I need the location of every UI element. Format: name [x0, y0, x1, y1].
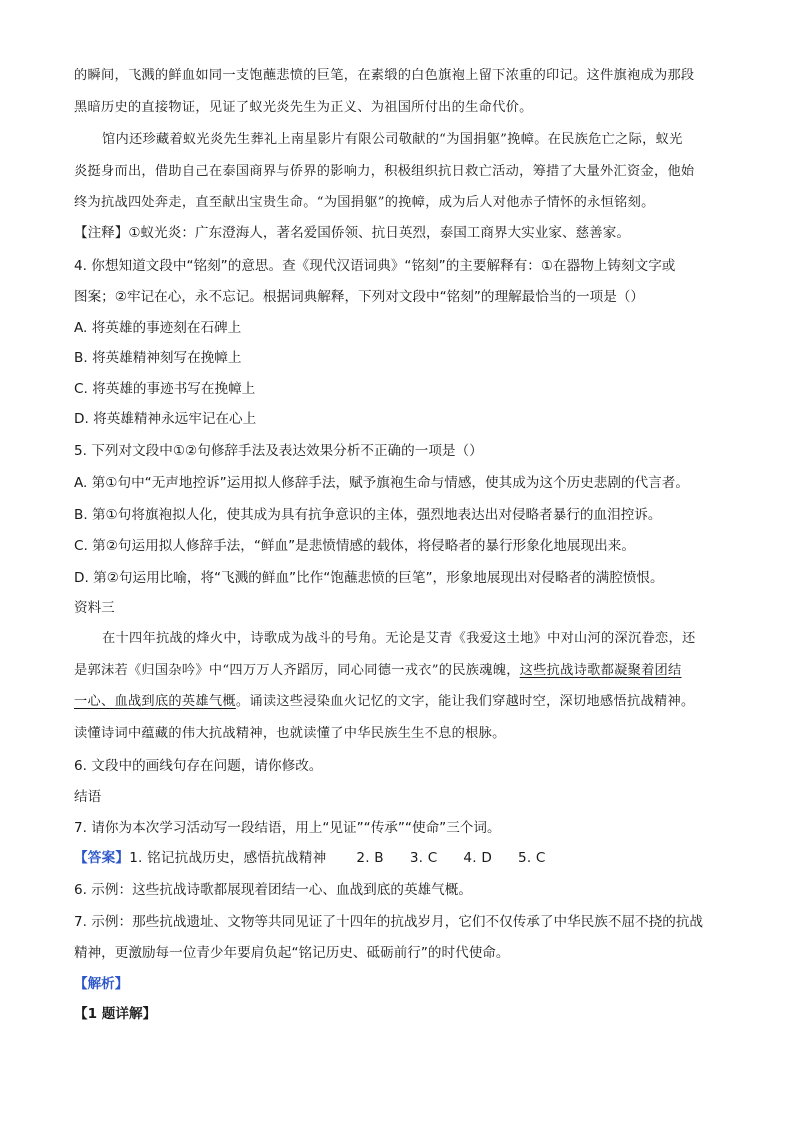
underlined-sentence: 一心、血战到底的英雄气概: [74, 694, 236, 709]
note-tag: 【注释】: [74, 225, 129, 241]
answer-7: 精神，更激励每一位青少年要肩负起“铭记历史、砥砺前行”的时代使命。: [74, 945, 510, 961]
answer-2: 2. B: [356, 850, 384, 866]
answer-tag: 【答案】: [74, 850, 130, 866]
passage-line: 在十四年抗战的烽火中，诗歌成为战斗的号角。无论是艾青《我爱这土地》中对山河的深沉眷恋，还: [102, 631, 696, 646]
passage-line: [74, 692, 694, 712]
question-5-option-c: C. 第②句运用拟人修辞手法，“鲜血”是悲愤情感的载体，将侵略者的暴行形象化地展现出来。: [74, 538, 635, 554]
passage-line: 炎挺身而出，借助自己在泰国商界与侨界的影响力，积极组织抗日救亡活动，筹措了大量外汇资金，他始: [74, 164, 695, 179]
underlined-sentence: 这些抗战诗歌都凝聚着团结: [519, 663, 682, 678]
question-4-option-d: D. 将英雄精神永远牢记在心上: [74, 411, 257, 427]
question-4-stem: 图案；②牢记在心，永不忘记。根据词典解释，下列对文段中“铭刻”的理解最恰当的一项是（）: [74, 289, 645, 305]
answer-5: 5. C: [517, 850, 546, 866]
question-5-option-a: A. 第①句中“无声地控诉”运用拟人修辞手法，赋予旗袍生命与情感，使其成为这个历史悲剧的代言者。: [74, 475, 689, 491]
passage-line: 读懂诗词中蕴藏的伟大抗战精神，也就读懂了中华民族生生不息的根脉。: [74, 726, 506, 741]
question-4-option-a: A. 将英雄的事迹刻在石碑上: [74, 320, 242, 336]
question-4-option-c: C. 将英雄的事迹书写在挽幛上: [74, 381, 256, 397]
answer-1: 1. 铭记抗战历史，感悟抗战精神: [129, 850, 327, 866]
answer-7: 7. 示例：那些抗战遗址、文物等共同见证了十四年的抗战岁月，它们不仅传承了中华民族不屈不挠的抗战: [74, 914, 704, 930]
question-6: 6. 文段中的画线句存在问题，请你修改。: [74, 758, 323, 774]
question-4-stem: 4. 你想知道文段中“铭刻”的意思。查《现代汉语词典》“铭刻”的主要解释有：①在器物上铸刻文字或: [74, 258, 676, 274]
note: [74, 223, 630, 243]
passage-line: 馆内还珍藏着蚁光炎先生葬礼上南星影片有限公司敬献的“为国捐躯”挽幛。在民族危亡之际，蚁光: [102, 132, 683, 147]
section-title: 资料三: [74, 600, 115, 616]
passage-text: 是郭沫若《归国杂吟》中“四万万人齐蹈厉，同心同德一戎衣”的民族魂魄，: [74, 663, 520, 678]
passage-line: [74, 661, 682, 681]
question-7: 7. 请你为本次学习活动写一段结语，用上“见证”“传承”“使命”三个词。: [74, 820, 501, 836]
passage-line: 终为抗战四处奔走，直至献出宝贵生命。“为国捐躯”的挽幛，成为后人对他赤子情怀的永恒铭刻。: [74, 195, 655, 210]
section-title: 结语: [74, 789, 102, 805]
answer-line: [74, 848, 546, 868]
passage-text: 。诵读这些浸染血火记忆的文字，能让我们穿越时空，深切地感悟抗战精神。: [235, 694, 695, 709]
answer-3: 3. C: [409, 850, 438, 866]
answer-6: 6. 示例：这些抗战诗歌都展现着团结一心、血战到底的英雄气概。: [74, 882, 472, 898]
question-4-option-b: B. 将英雄精神刻写在挽幛上: [74, 350, 242, 366]
analysis-tag: 【解析】: [74, 976, 129, 992]
answer-4: 4. D: [463, 850, 492, 866]
passage-line: 黑暗历史的直接物证，见证了蚁光炎先生为正义、为祖国所付出的生命代价。: [74, 100, 533, 115]
question-5-option-b: B. 第①句将旗袍拟人化，使其成为具有抗争意识的主体，强烈地表达出对侵略者暴行的血泪控诉。: [74, 507, 662, 523]
analysis-detail-heading: 【1 题详解】: [74, 1006, 157, 1022]
note-text: ①蚁光炎：广东澄海人，著名爱国侨领、抗日英烈，泰国工商界大实业家、慈善家。: [128, 225, 630, 241]
question-5-stem: 5. 下列对文段中①②句修辞手法及表达效果分析不正确的一项是（）: [74, 443, 483, 459]
question-5-option-d: D. 第②句运用比喻，将“飞溅的鲜血”比作“饱蘸悲愤的巨笔”，形象地展现出对侵略者的满腔愤恨。: [74, 570, 664, 586]
passage-line: 的瞬间，飞溅的鲜血如同一支饱蘸悲愤的巨笔，在素缎的白色旗袍上留下浓重的印记。这件旗袍成为那段: [74, 68, 695, 83]
